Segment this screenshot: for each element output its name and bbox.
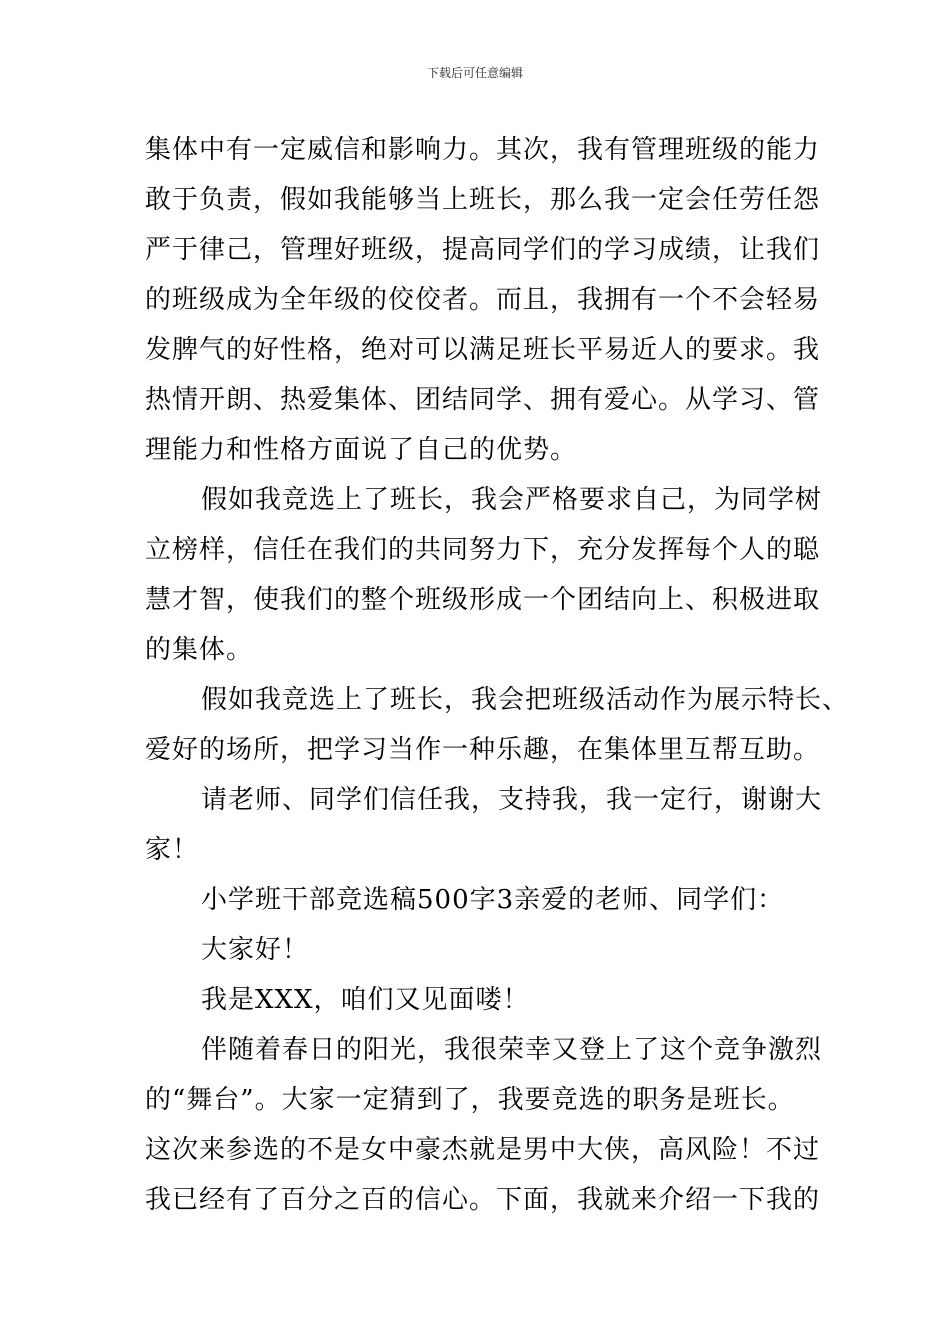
- text-line: 伴随着春日的阳光，我很荣幸又登上了这个竞争激烈: [201, 1035, 823, 1065]
- text-line: 这次来参选的不是女中豪杰就是男中大侠，高风险！不过: [145, 1135, 821, 1165]
- text-line: 敢于负责，假如我能够当上班长，那么我一定会任劳任怨: [145, 185, 821, 215]
- text-line: 我已经有了百分之百的信心。下面，我就来介绍一下我的: [145, 1185, 821, 1215]
- page-header: 下载后可任意编辑: [426, 66, 523, 80]
- document-body: [145, 125, 850, 1225]
- text-line: 小学班干部竞选稿500字3亲爱的老师、同学们：: [201, 885, 785, 915]
- text-line: 假如我竞选上了班长，我会严格要求自己，为同学树: [201, 485, 823, 515]
- text-line: 热情开朗、热爱集体、团结同学、拥有爱心。从学习、管: [145, 385, 821, 415]
- text-line: 的班级成为全年级的佼佼者。而且，我拥有一个不会轻易: [145, 285, 821, 315]
- text-line: 严于律己，管理好班级，提高同学们的学习成绩，让我们: [145, 235, 821, 265]
- text-line: 家！: [145, 835, 200, 865]
- text-line: 理能力和性格方面说了自己的优势。: [145, 435, 578, 465]
- text-line: 立榜样，信任在我们的共同努力下，充分发挥每个人的聪: [145, 535, 821, 565]
- text-line: 慧才智，使我们的整个班级形成一个团结向上、积极进取: [145, 585, 821, 615]
- text-line: 的集体。: [145, 635, 254, 665]
- text-line: 爱好的场所，把学习当作一种乐趣，在集体里互帮互助。: [145, 735, 821, 765]
- text-line: 请老师、同学们信任我，支持我，我一定行，谢谢大: [201, 785, 823, 815]
- text-line: 发脾气的好性格，绝对可以满足班长平易近人的要求。我: [145, 335, 821, 365]
- text-line: 大家好！: [201, 935, 310, 965]
- text-line: 集体中有一定威信和影响力。其次，我有管理班级的能力: [145, 135, 821, 165]
- text-line: 我是XXX，咱们又见面喽！: [201, 985, 530, 1015]
- text-line: 的“舞台”。大家一定猜到了，我要竞选的职务是班长。: [145, 1085, 795, 1115]
- text-line: 假如我竞选上了班长，我会把班级活动作为展示特长、: [201, 685, 850, 715]
